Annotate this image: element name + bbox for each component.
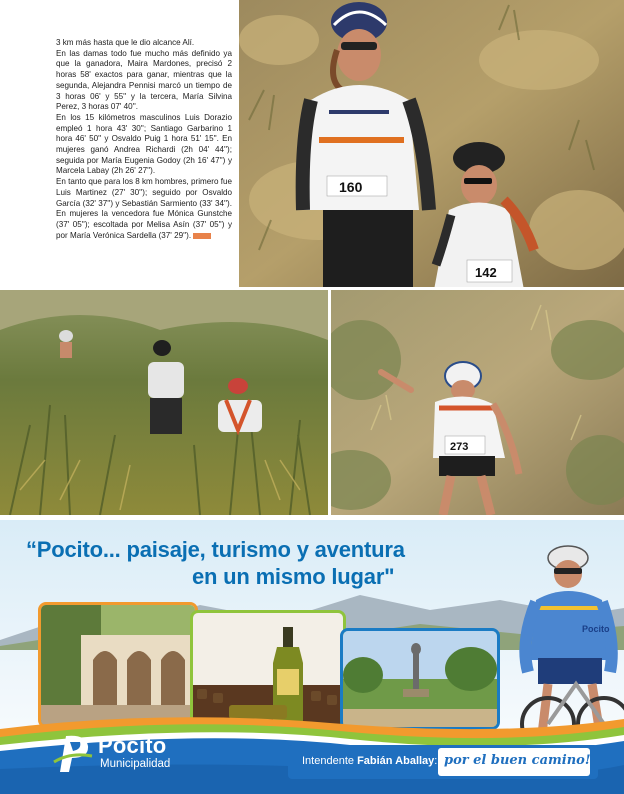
pocito-logo bbox=[52, 732, 232, 774]
article-paragraph: En las damas todo fue mucho más definido ya que la ganadora, Maira Mardones, precisó 2 horas 58' exactos para ganar, mientras que la segunda, Alejandra Pennisi marcó un tiempo de 3 horas 06' y 55'' y la tercera, María Silvina Perez, 3 horas 07' 40''. bbox=[56, 48, 232, 112]
intendente-banner bbox=[288, 745, 598, 779]
logo-name: Pocito bbox=[98, 733, 167, 758]
article-text bbox=[56, 38, 232, 241]
article-paragraph bbox=[56, 177, 232, 241]
jersey-pocito-text: Pocito bbox=[582, 624, 610, 634]
slogan-line-2: en un mismo lugar" bbox=[192, 564, 395, 589]
intendente-name: Fabián Aballay bbox=[357, 755, 435, 767]
article-paragraph-text: En tanto que para los 8 km hombres, primero fue Luis Martinez (27' 30''); seguido por Osvaldo García (32' 37'') y Sebastián Sarmiento (33' 34''). En mujeres la vencedora fue Mónica Gunstche (37' 05''); escoltada por Melisa Asín (37' 05'') y por María Verónica Sardella (37' 29''). bbox=[56, 177, 232, 240]
intendente-colon: : bbox=[434, 755, 438, 767]
photo-runner-273 bbox=[331, 290, 624, 515]
bib-number-142: 142 bbox=[475, 265, 497, 280]
end-of-article-mark bbox=[193, 233, 211, 239]
motto-text: por el buen camino! bbox=[444, 753, 591, 768]
article-paragraph: 3 km más hasta que le dio alcance Alí. bbox=[56, 38, 195, 47]
photo-cyclists-hillside bbox=[239, 0, 624, 287]
pocito-logo-icon bbox=[52, 732, 96, 774]
article-paragraph: En los 15 kilómetros masculinos Luis Dorazio empleó 1 hora 43' 30''; Santiago Garbarino 1 hora 46' 50'' y Osvaldo Puig 1 hora 51' 15''. En mujeres ganó Andrea Richardi (2h 04' 44''); seguida por María Eugenia Godoy (2h 16' 47'') y Marcela Labay (2h 26' 27''). bbox=[56, 112, 232, 176]
intendente-label: Intendente bbox=[302, 755, 354, 767]
motto-box bbox=[438, 748, 590, 776]
photo-hikers-brush bbox=[0, 290, 328, 515]
slogan-line-1: “Pocito... paisaje, turismo y aventura bbox=[26, 537, 405, 562]
pocito-advertisement bbox=[0, 520, 624, 794]
bib-number-160: 160 bbox=[339, 179, 363, 195]
logo-subtitle: Municipalidad bbox=[100, 758, 171, 770]
intendente-line bbox=[302, 755, 437, 767]
bib-number-273: 273 bbox=[450, 441, 469, 453]
